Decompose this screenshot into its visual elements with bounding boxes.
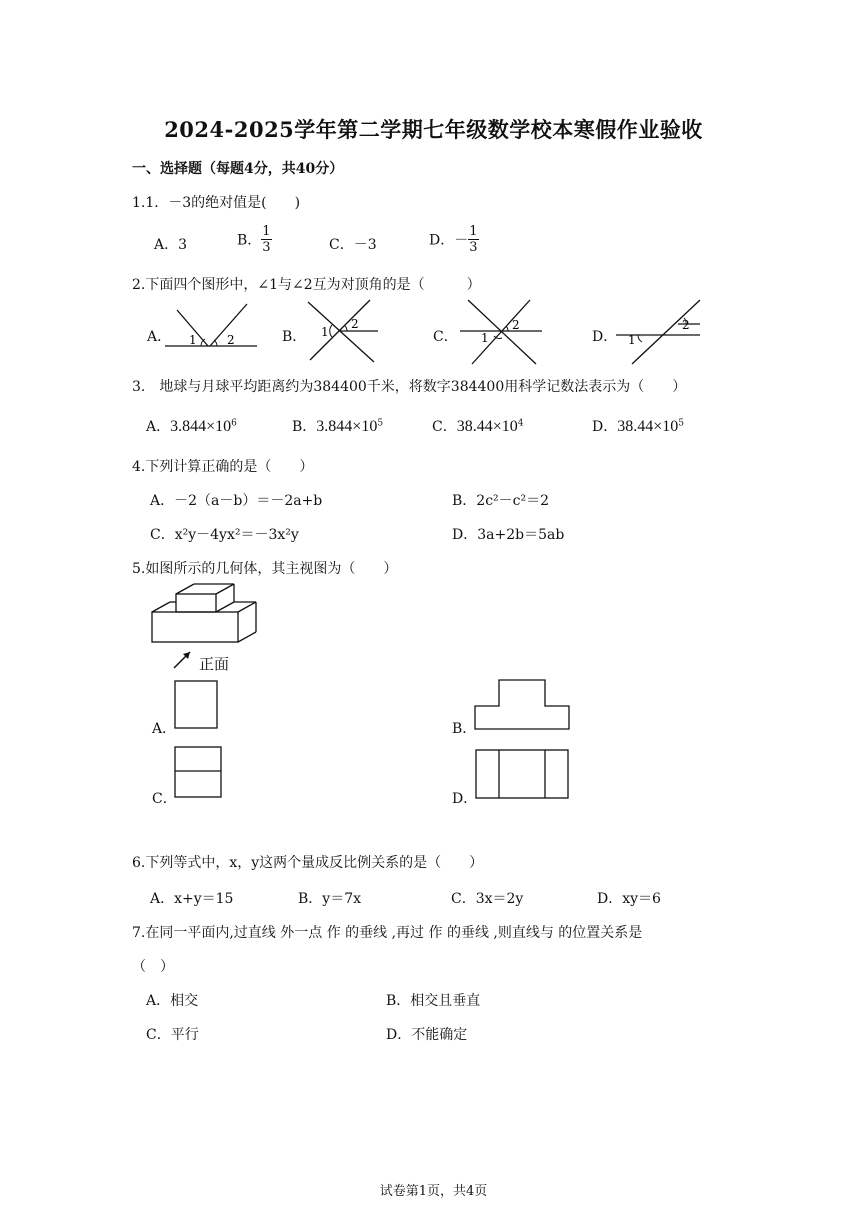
q3-option-d: D．$38.44\times 10^5$ (592, 418, 684, 435)
q3-option-b: B．$3.844\times 10^5$ (292, 418, 384, 435)
q5-option-a: A． (152, 721, 177, 737)
q7-stem: 7.在同一平面内,过直线 外一点 作 的垂线 ,再过 作 的垂线 ,则直线与 的位置关系是 (132, 925, 643, 941)
q4-option-d: D．3a+2b＝5ab (452, 527, 565, 543)
q2-figure-a (165, 300, 260, 352)
q2-option-c: C． (433, 329, 458, 345)
q7-paren: （ ） (132, 959, 174, 975)
q7-option-b: B．相交且垂直 (386, 993, 481, 1009)
q4-option-a: A．－2（a－b）＝－2a+b (150, 493, 323, 509)
q2a-angle2: 2 (227, 333, 235, 347)
q5-option-b-shape[interactable] (474, 678, 572, 732)
q6-option-c: C．3x＝2y (451, 891, 524, 907)
q2-figure-c (458, 298, 548, 366)
q2-figure-d (616, 298, 706, 366)
q5-option-c-shape[interactable] (174, 746, 224, 800)
q2b-angle1: 1 (321, 325, 329, 339)
q2-option-d: D． (592, 329, 618, 345)
q4-option-c: C．x²y－4yx²＝－3x²y (150, 527, 299, 543)
q6-option-b: B．y＝7x (298, 891, 361, 907)
q3-stem: 3. 地球与月球平均距离约为384400千米，将数字384400用科学记数法表示为（ ） (132, 379, 687, 395)
q5-option-b: B． (452, 721, 477, 737)
q7-option-d: D．不能确定 (386, 1027, 468, 1043)
q2a-angle1: 1 (189, 333, 197, 347)
q3-option-a: A．$3.844\times 10^6$ (146, 418, 237, 435)
q2-stem: 2.下面四个图形中，∠1与∠2互为对顶角的是（ ） (132, 277, 481, 293)
q1-stem: 1.1．－3的绝对值是( ) (132, 195, 301, 211)
q2c-angle1: 1 (481, 331, 489, 345)
q4-option-b: B．2c²－c²＝2 (452, 493, 550, 509)
page-footer: 试卷第1页，共4页 (379, 1184, 488, 1199)
q5-stem: 5.如图所示的几何体，其主视图为（ ） (132, 561, 398, 577)
q6-option-a: A．x+y＝15 (150, 891, 234, 907)
q4-stem: 4.下列计算正确的是（ ） (132, 459, 314, 475)
q1-option-a: A．3 (154, 237, 188, 253)
q5-option-c: C． (152, 791, 177, 807)
section-heading: 一、选择题（每题4分，共40分） (132, 161, 344, 177)
q3-option-c: C．$38.44\times 10^4$ (432, 418, 524, 435)
q6-stem: 6.下列等式中，x，y这两个量成反比例关系的是（ ） (132, 855, 484, 871)
q2d-angle2: 2 (682, 318, 690, 332)
q1-option-b: B． $\frac{1}{3}$ (237, 224, 271, 255)
q2-option-b: B． (282, 329, 307, 345)
q6-option-d: D．xy＝6 (597, 891, 661, 907)
q5-option-a-shape[interactable] (174, 680, 220, 730)
q7-option-a: A．相交 (146, 993, 199, 1009)
q2-figure-b (302, 298, 382, 364)
q2b-angle2: 2 (351, 317, 359, 331)
front-view-label: 正面 (199, 655, 230, 673)
page-title: 2024-2025学年第二学期七年级数学校本寒假作业验收 (164, 117, 703, 142)
q1-option-c: C．－3 (329, 237, 377, 253)
q2c-angle2: 2 (512, 318, 520, 332)
q7-option-c: C．平行 (146, 1027, 199, 1043)
q5-option-d-shape[interactable] (475, 749, 571, 801)
q2-option-a: A． (147, 329, 172, 345)
q1-option-d: D．－ $\frac{1}{3}$ (429, 224, 478, 255)
q5-option-d: D． (452, 791, 478, 807)
q2d-angle1: 1 (628, 333, 636, 347)
